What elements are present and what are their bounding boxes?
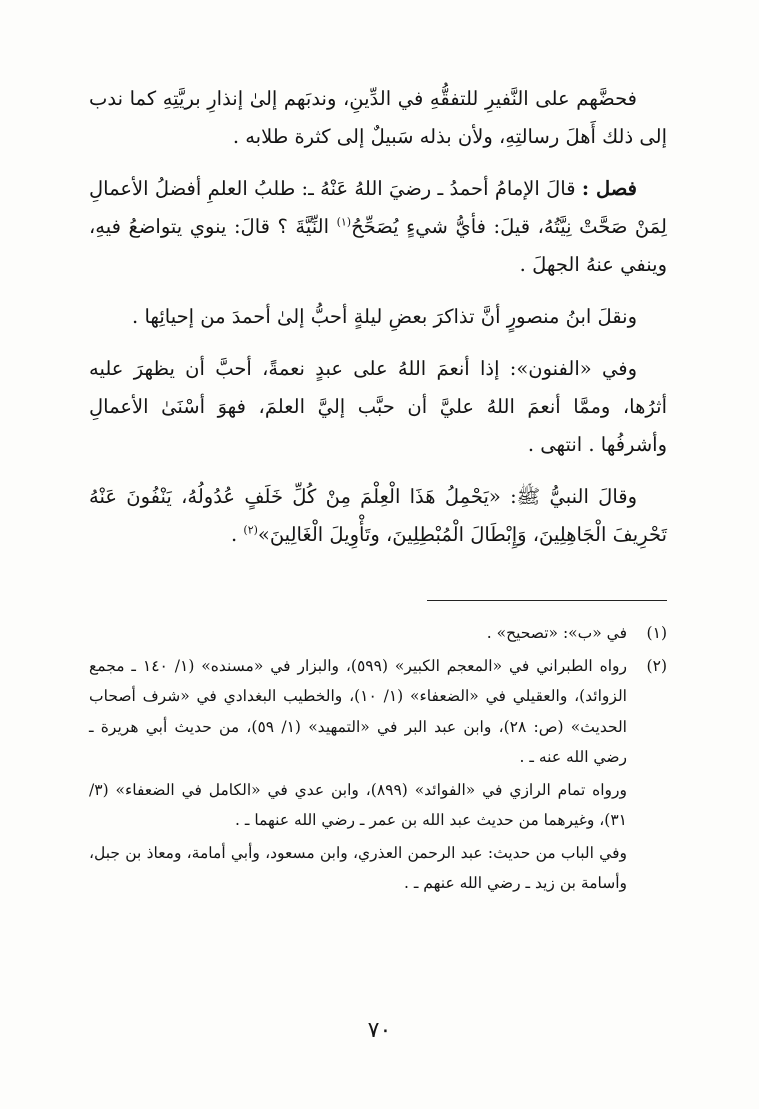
paragraph-3: ونقلَ ابنُ منصورٍ أنَّ تذاكرَ بعضِ ليلةٍ أحبُّ إلىٰ أحمدَ من إحيائِها . <box>132 305 637 328</box>
paragraph-5-text-b: . <box>230 523 244 546</box>
paragraph-2-text-b: النِّيَّةَ ؟ قالَ: ينوي يتواضعُ فيهِ، وينفي عنهُ الجهلَ . <box>89 215 667 276</box>
paragraph-5-text-a: وقالَ النبيُّ ﷺ: «يَحْمِلُ هَذَا الْعِلْمَ مِنْ كُلِّ خَلَفٍ عُدُولُهُ، يَنْفُونَ عَنْهُ تَحْرِيفَ الْجَاهِلِينَ، وَإِبْطَالَ الْمُبْطِلِينَ، وتَأْوِيلَ الْغَالِينَ» <box>89 485 667 546</box>
footnote-separator <box>427 600 667 601</box>
footnote-ref-1[interactable]: (١) <box>336 215 352 229</box>
paragraph-2-text-a: قالَ الإمامُ أحمدُ ـ رضيَ اللهُ عَنْهُ ـ: طلبُ العلمِ أفضلُ الأعمالِ لِمَنْ صَحَّتْ نِيَّتُهُ، قيلَ: فأيُّ شيءٍ يُصَحِّحُ <box>89 177 667 238</box>
section-heading: فصل : <box>581 177 637 200</box>
footnotes <box>89 618 667 901</box>
footnote-ref-2[interactable]: (٢) <box>243 523 258 537</box>
footnote-2 <box>89 651 667 901</box>
footnote-1 <box>89 618 667 651</box>
footnote-body <box>89 618 627 651</box>
page-number: ٧٠ <box>367 1018 392 1043</box>
footnote-text: في «ب»: «تصحيح» . <box>486 624 627 642</box>
footnote-text: وفي الباب من حديث: عبد الرحمن العذري، وابن مسعود، وأبي أمامة، ومعاذ بن جبل، وأسامة بن زيد ـ رضي الله عنهم ـ . <box>89 843 627 892</box>
paragraph-1: فحضَّهم على النَّفيرِ للتفقُّهِ في الدِّينِ، وندبَهم إلىٰ إنذارِ بريَّتِهِ كما ندب إلى ذلك أَهلَ رسالتِهِ، ولأن بذله سَبيلٌ إلى كثرة طلابه . <box>89 87 667 148</box>
main-text <box>89 80 667 568</box>
paragraph-2 <box>89 170 667 284</box>
paragraph-4: وفي «الفنون»: إذا أنعمَ اللهُ على عبدٍ نعمةً، أحبَّ أن يظهرَ عليه أثرُها، وممَّا أنعمَ اللهُ عليَّ أن حبَّب إليَّ العلمَ، فهوَ أسْنَىٰ الأعمالِ وأشرفُها . انتهى . <box>89 357 667 456</box>
footnote-number: (٢) <box>646 656 667 675</box>
paragraph-5 <box>89 478 667 554</box>
footnote-text: ورواه تمام الرازي في «الفوائد» (٨٩٩)، وابن عدي في «الكامل في الضعفاء» (٣/ ٣١)، وغيرهما من حديث عبد الله بن عمر ـ رضي الله عنهما ـ . <box>89 780 627 829</box>
footnote-text: رواه الطبراني في «المعجم الكبير» (٥٩٩)، والبزار في «مسنده» (١/ ١٤٠ ـ مجمع الزوائد)، والعقيلي في «الضعفاء» (١/ ١٠)، والخطيب البغدادي في «شرف أصحاب الحديث» (ص: ٢٨)، وابن عبد البر في «التمهيد» (١/ ٥٩)، من حديث أبي هريرة ـ رضي الله عنه ـ . <box>89 656 628 766</box>
footnote-body <box>89 651 627 901</box>
footnote-number: (١) <box>646 624 667 642</box>
